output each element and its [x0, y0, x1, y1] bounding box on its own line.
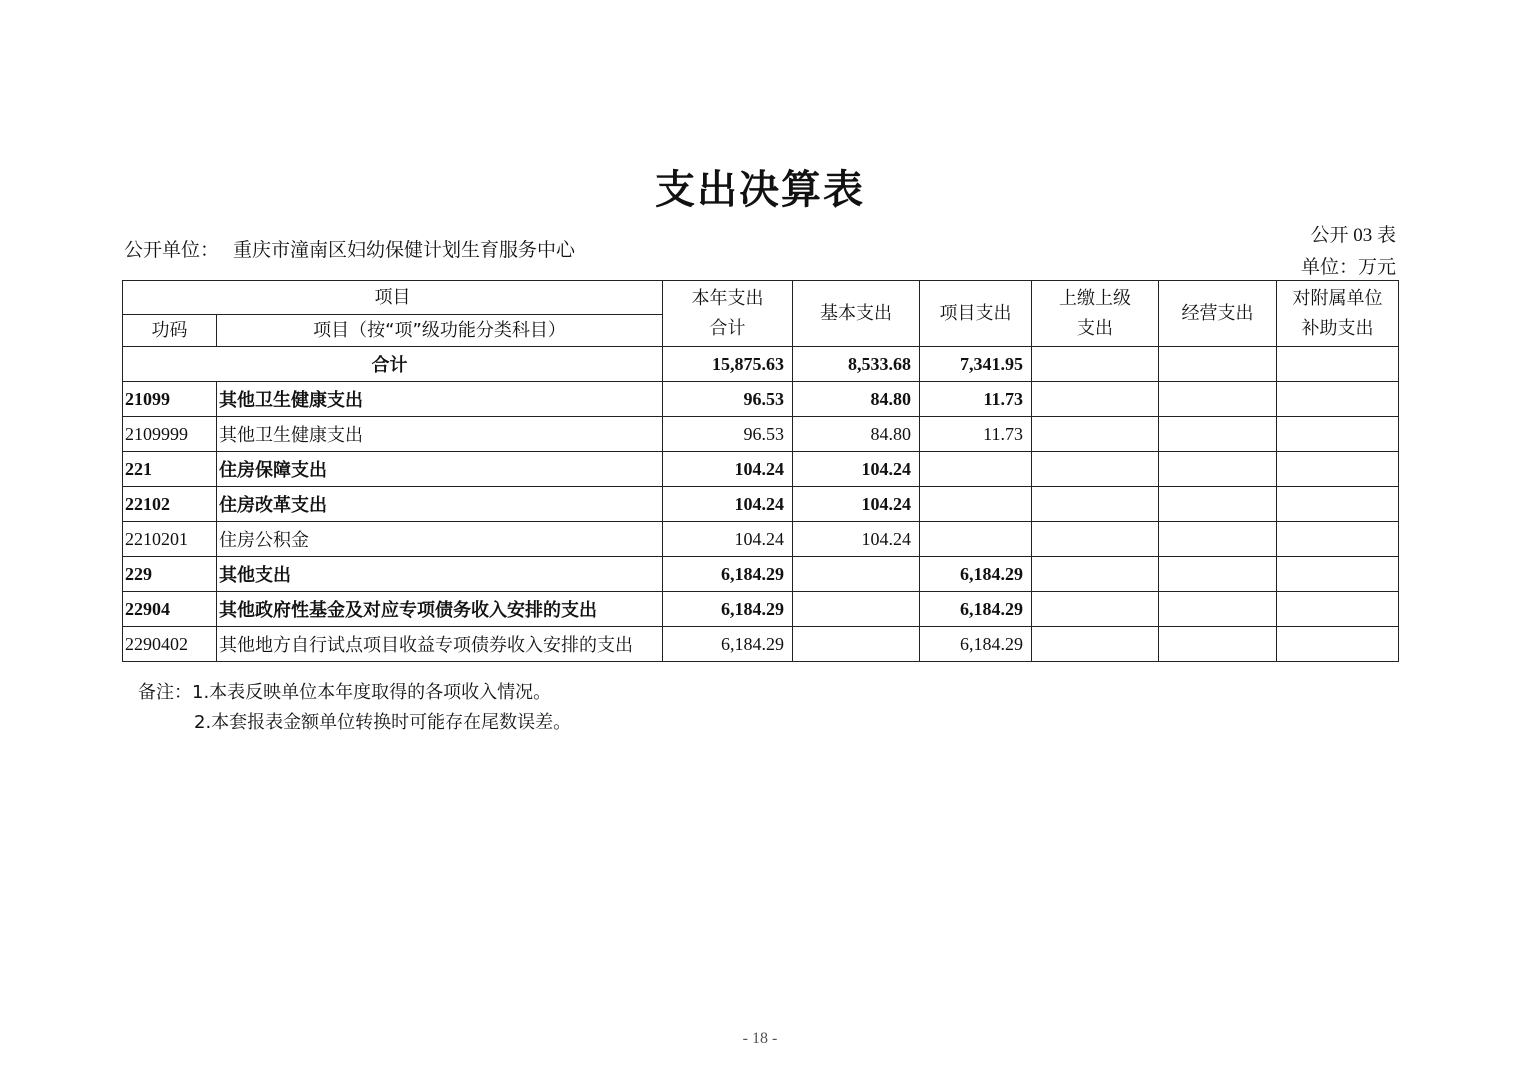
cell-basic — [793, 557, 920, 592]
footnote-1: 备注：1.本表反映单位本年度取得的各项收入情况。 — [138, 682, 552, 703]
cell-subsidy — [1277, 592, 1399, 627]
cell-subsidy — [1277, 627, 1399, 662]
header-business: 经营支出 — [1159, 281, 1277, 347]
cell-subsidy — [1277, 452, 1399, 487]
cell-name: 其他卫生健康支出 — [217, 382, 663, 417]
cell-basic: 8,533.68 — [793, 347, 920, 382]
cell-basic: 84.80 — [793, 382, 920, 417]
organization-label: 公开单位： — [124, 240, 220, 261]
header-subsidy: 对附属单位 补助支出 — [1277, 281, 1399, 347]
cell-total: 104.24 — [663, 522, 793, 557]
cell-subsidy — [1277, 347, 1399, 382]
cell-total: 104.24 — [663, 487, 793, 522]
cell-name: 其他支出 — [217, 557, 663, 592]
cell-business — [1159, 417, 1277, 452]
form-number: 公开 03 表 — [1310, 225, 1396, 246]
table-row — [123, 417, 1399, 452]
cell-basic: 84.80 — [793, 417, 920, 452]
cell-project: 6,184.29 — [920, 627, 1032, 662]
footnotes — [138, 678, 571, 738]
cell-business — [1159, 522, 1277, 557]
cell-code: 21099 — [123, 382, 217, 417]
table-row — [123, 522, 1399, 557]
currency-unit: 单位：万元 — [1300, 257, 1396, 278]
header-project: 项目 — [123, 281, 663, 315]
cell-name: 住房保障支出 — [217, 452, 663, 487]
cell-code: 229 — [123, 557, 217, 592]
cell-project — [920, 452, 1032, 487]
cell-total: 96.53 — [663, 382, 793, 417]
cell-code: 2109999 — [123, 417, 217, 452]
table-row — [123, 452, 1399, 487]
table-row — [123, 557, 1399, 592]
cell-project: 6,184.29 — [920, 557, 1032, 592]
table-row-total — [123, 347, 1399, 382]
header-total: 本年支出 合计 — [663, 281, 793, 347]
cell-total: 15,875.63 — [663, 347, 793, 382]
cell-basic — [793, 592, 920, 627]
cell-basic: 104.24 — [793, 487, 920, 522]
organization-name: 重庆市潼南区妇幼保健计划生育服务中心 — [233, 240, 576, 261]
cell-project: 7,341.95 — [920, 347, 1032, 382]
cell-business — [1159, 452, 1277, 487]
cell-subsidy — [1277, 522, 1399, 557]
page-title: 支出决算表 — [655, 167, 865, 212]
cell-subsidy — [1277, 417, 1399, 452]
header-project-name: 项目（按“项”级功能分类科目） — [217, 315, 663, 347]
cell-project: 11.73 — [920, 417, 1032, 452]
cell-code: 22904 — [123, 592, 217, 627]
cell-project: 6,184.29 — [920, 592, 1032, 627]
table-row — [123, 592, 1399, 627]
cell-code: 22102 — [123, 487, 217, 522]
table-row — [123, 627, 1399, 662]
cell-upper — [1032, 522, 1159, 557]
cell-business — [1159, 382, 1277, 417]
cell-project — [920, 487, 1032, 522]
cell-upper — [1032, 487, 1159, 522]
page-number: - 18 - — [742, 1030, 778, 1047]
cell-upper — [1032, 347, 1159, 382]
header-basic: 基本支出 — [793, 281, 920, 347]
total-label: 合计 — [123, 347, 663, 382]
header-code: 功码 — [123, 315, 217, 347]
cell-code: 2290402 — [123, 627, 217, 662]
header-project-expenditure: 项目支出 — [920, 281, 1032, 347]
cell-basic — [793, 627, 920, 662]
cell-name: 其他地方自行试点项目收益专项债券收入安排的支出 — [217, 627, 663, 662]
organization-line — [124, 235, 575, 262]
cell-upper — [1032, 592, 1159, 627]
table-row — [123, 487, 1399, 522]
table-row — [123, 382, 1399, 417]
cell-name: 住房公积金 — [217, 522, 663, 557]
cell-code: 2210201 — [123, 522, 217, 557]
cell-project: 11.73 — [920, 382, 1032, 417]
cell-name: 其他卫生健康支出 — [217, 417, 663, 452]
cell-total: 6,184.29 — [663, 592, 793, 627]
cell-upper — [1032, 627, 1159, 662]
cell-upper — [1032, 417, 1159, 452]
cell-business — [1159, 627, 1277, 662]
cell-subsidy — [1277, 487, 1399, 522]
cell-name: 其他政府性基金及对应专项债务收入安排的支出 — [217, 592, 663, 627]
cell-total: 104.24 — [663, 452, 793, 487]
cell-name: 住房改革支出 — [217, 487, 663, 522]
header-upper-payment: 上缴上级 支出 — [1032, 281, 1159, 347]
cell-upper — [1032, 557, 1159, 592]
cell-business — [1159, 487, 1277, 522]
cell-total: 96.53 — [663, 417, 793, 452]
cell-basic: 104.24 — [793, 522, 920, 557]
cell-total: 6,184.29 — [663, 557, 793, 592]
cell-upper — [1032, 452, 1159, 487]
footnote-2: 2.本套报表金额单位转换时可能存在尾数误差。 — [194, 712, 572, 733]
cell-subsidy — [1277, 557, 1399, 592]
cell-subsidy — [1277, 382, 1399, 417]
cell-business — [1159, 592, 1277, 627]
cell-upper — [1032, 382, 1159, 417]
cell-total: 6,184.29 — [663, 627, 793, 662]
cell-code: 221 — [123, 452, 217, 487]
cell-basic: 104.24 — [793, 452, 920, 487]
cell-project — [920, 522, 1032, 557]
cell-business — [1159, 347, 1277, 382]
expenditure-table — [122, 280, 1399, 662]
cell-business — [1159, 557, 1277, 592]
